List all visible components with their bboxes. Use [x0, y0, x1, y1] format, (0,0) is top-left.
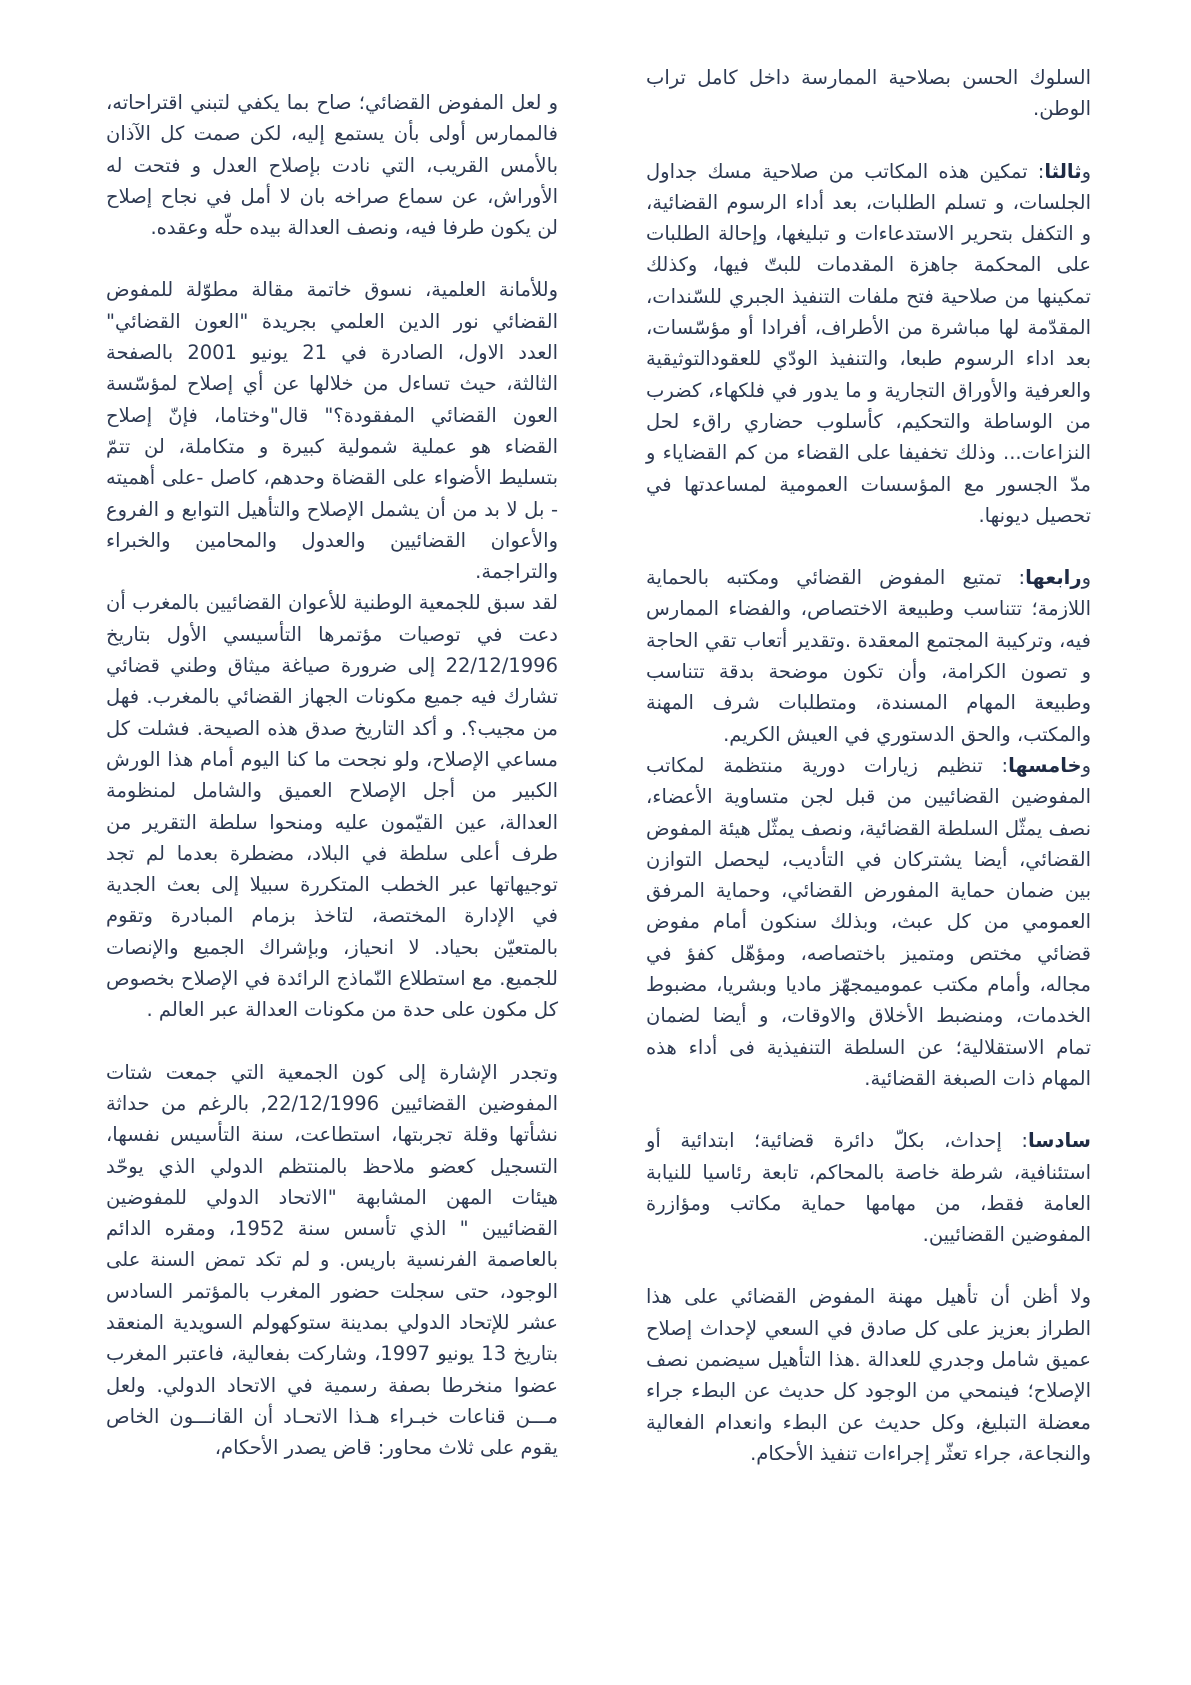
paragraph-gap: [646, 1250, 1091, 1281]
paragraph: السلوك الحسن بصلاحية الممارسة داخل كامل تراب الوطن.: [646, 66, 1091, 121]
paragraph-gap: [106, 1026, 558, 1057]
paragraph-fourth: [646, 562, 1091, 750]
paragraph-sixth: [646, 1125, 1091, 1250]
paragraph-text: : تنظيم زيارات دورية منتظمة لمكاتب المفوضين القضائيين من قبل لجن متساوية الأعضاء، نصف يمثّل السلطة القضائية، ونصف يمثّل هيئة المفوض القضائي، أيضا يشتركان في التأديب، ليحصل التوازن بين ضمان حماية المفورض القضائي، وحماية المرفق العمومي من كل عبث، وبذلك سنكون أمام مفوض قضائي مختص ومتميز باختصاصه، ومؤهّل كفؤ في مجاله، وأمام مكتب عموميمجهّز ماديا وبشريا، مضبوط الخدمات، ومنضبط الأخلاق والاوقات، و أيضا لضمان تمام الاستقلالية؛ عن السلطة التنفيذية فى أداء هذه المهام ذات الصبغة القضائية.: [645, 753, 1091, 1090]
section-lead: ثالثا: [1044, 159, 1082, 183]
paragraph-text: : تمتيع المفوض القضائي ومكتبه بالحماية اللازمة؛ تتناسب وطبيعة الاختصاص، والفضاء الممارس فيه، وتركيبة المجتمع المعقدة .وتقدير أتعاب تقي الحاجة و تصون الكرامة، وأن تكون موضحة بدقة تتناسب وطبيعة المهام المسندة، ومتطلبات شرف المهنة والمكتب، والحق الدستوري في العيش الكريم.: [646, 566, 1091, 746]
section-lead: خامسها: [1008, 753, 1082, 777]
paragraph: وتجدر الإشارة إلى كون الجمعية التي جمعت شتات المفوضين القضائيين 22/12/1996, بالرغم من حداثة نشأتها وقلة تجربتها، استطاعت، سنة التأسيس نفسها، التسجيل كعضو ملاحظ بالمنتظم الدولي الذي يوحّد هيئات المهن المشابهة "الاتحاد الدولي للمفوضين القضائيين " الذي تأسس سنة 1952، ومقره الدائم بالعاصمة الفرنسية باريس. و لم تكد تمض السنة على الوجود، حتى سجلت حضور المغرب بالمؤتمر السادس عشر للإتحاد الدولي بمدينة ستوكهولم السويدية المنعقد بتاريخ 13 يونيو 1997، وشاركت بفعالية، فاعتبر المغرب عضوا منخرطا بصفة رسمية في الاتحاد الدولي. ولعل مـــن قناعات خبـراء هـذا الاتحـاد أن القانـــون الخاص يقوم على ثلاث محاور: قاض يصدر الأحكام،: [106, 1060, 558, 1460]
paragraph-gap: [646, 531, 1091, 562]
paragraph: وللأمانة العلمية، نسوق خاتمة مقالة مطوّلة للمفوض القضائي نور الدين العلمي بجريدة "العون القضائي" العدد الاول، الصادرة في 21 يونيو 2001 بالصفحة الثالثة، حيث تساءل من خلالها عن أي إصلاح لمؤسّسة العون القضائي المفقودة؟" قال"وختاما، فإنّ إصلاح القضاء هو عملية شمولية كبيرة و متكاملة، لن تتمّ بتسليط الأضواء على القضاة وحدهم، كاصل -على أهميته - بل لا بد من أن يشمل الإصلاح والتأهيل التوابع و الفروع والأعوان القضائيين والعدول والمحامين والخبراء والتراجمة.: [106, 278, 558, 584]
paragraph-prefix: و: [1081, 159, 1091, 183]
paragraph: و لعل المفوض القضائي؛ صاح بما يكفي لتبني اقتراحاته، فالممارس أولى بأن يستمع إليه، لكن صمت كل الآذان بالأمس القريب، التي نادت بإصلاح العدل و فتحت له الأوراش، عن سماع صراخه بان لا أمل في نجاح إصلاح لن يكون طرفا فيه، ونصف العدالة بيده حلّه وعقده.: [106, 91, 558, 240]
left-column: [106, 87, 558, 1463]
paragraph: ولا أظن أن تأهيل مهنة المفوض القضائي على هذا الطراز بعزيز على كل صادق في السعي لإحداث إصلاح عميق شامل وجدري للعدالة .هذا التأهيل سيضمن نصف الإصلاح؛ فينمحي من الوجود كل حديث عن البطء جراء معضلة التبليغ، وكل حديث عن البطء وانعدام الفعالية والنجاعة، جراء تعثّر إجراءات تنفيذ الأحكام.: [646, 1285, 1091, 1465]
paragraph-third: [646, 156, 1091, 532]
paragraph-fifth: [646, 750, 1091, 1094]
section-lead: رابعها: [1025, 566, 1082, 590]
paragraph-prefix: و: [1081, 566, 1091, 590]
paragraph: لقد سبق للجمعية الوطنية للأعوان القضائيين بالمغرب أن دعت في توصيات مؤتمرها التأسيسي الأول بتاريخ 22/12/1996 إلى ضرورة صياغة ميثاق وطني قضائي تشارك فيه جميع مكونات الجهاز القضائي بالمغرب. فهل من مجيب؟. و أكد التاريخ صدق هذه الصيحة. فشلت كل مساعي الإصلاح، ولو نجحت ما كنا اليوم أمام هذا الورش الكبير من أجل الإصلاح العميق والشامل لمنظومة العدالة، عين القيّمون عليه ومنحوا سلطة التقرير من طرف أعلى سلطة في البلاد، مضطرة بعدما لم تجد توجيهاتها عبر الخطب المتكررة سبيلا إلى بعث الجدية في الإدارة المختصة، لتاخذ بزمام المبادرة وتقوم بالمتعيّن بحياد. لا انحياز، وبإشراك الجميع والإنصات للجميع. مع استطلاع النّماذج الرائدة في الإصلاح بخصوص كل مكون على حدة من مكونات العدالة عبر العالم .: [106, 591, 558, 1022]
paragraph-text: : إحداث، بكلّ دائرة قضائية؛ ابتدائية أو استئنافية، شرطة خاصة بالمحاكم، تابعة رئاسيا للنيابة العامة فقط، من مهامها حماية مكاتب ومؤازرة المفوضين القضائيين.: [646, 1129, 1091, 1247]
paragraph-gap: [646, 1094, 1091, 1125]
paragraph-gap: [106, 243, 558, 274]
paragraph-prefix: و: [1081, 753, 1091, 777]
paragraph-text: : تمكين هذه المكاتب من صلاحية مسك جداول الجلسات، و تسلم الطلبات، بعد أداء الرسوم القضائية، و التكفل بتحرير الاستدعاءات و تبليغها، وإحالة الطلبات على المحكمة جاهزة المقدمات للبتّ فيها، وكذلك تمكينها من صلاحية فتح ملفات التنفيذ الجبري للسّندات، المقدّمة لها مباشرة من الأطراف، أفرادا أو مؤسّسات، بعد اداء الرسوم طبعا، والتنفيذ الودّي للعقودالتوثيقية والعرفية والأوراق التجارية و ما يدور في فلكهاء، كضرب من الوساطة والتحكيم، كأسلوب حضاري راقء لحل النزاعات... وذلك تخفيفا على القضاء من كم القضاياء و مدّ الجسور مع المؤسسات العمومية لمساعدتها في تحصيل ديونها.: [646, 159, 1091, 527]
right-column: [646, 62, 1091, 1469]
paragraph-gap: [646, 125, 1091, 156]
section-lead: سادسا: [1027, 1129, 1091, 1153]
